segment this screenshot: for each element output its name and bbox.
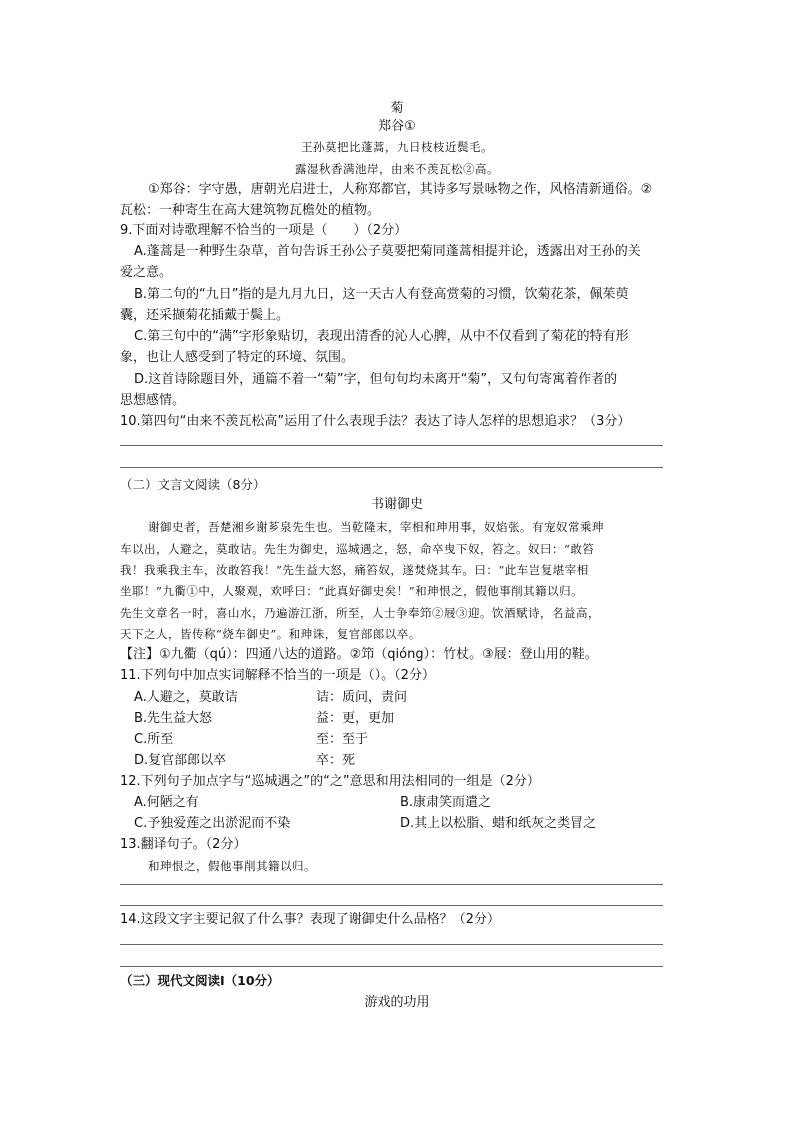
q11-option-c: C.所至: [134, 732, 174, 747]
q9-option-c-line-1: C.第三句中的“满”字形象贴切，表现出清香的沁人心脾，从中不仅看到了菊花的特有形: [134, 329, 629, 344]
question-14-stem: 14.这段文字主要记叙了什么事？表现了谢御史什么品格？（2分）: [120, 912, 500, 927]
answer-line: [120, 445, 663, 446]
section-2-header: （二）文言文阅读（8分）: [120, 477, 266, 492]
classical-text-line-2: 车以出，人避之，莫敢诘。先生为御史，巡城遇之，怒，命卒曳下奴，笞之。奴曰：“敢笞: [120, 542, 595, 556]
answer-line: [120, 467, 663, 468]
question-9-stem: 9.下面对诗歌理解不恰当的一项是（ ）（2分）: [120, 223, 408, 238]
modern-text-title: 游戏的功用: [364, 995, 430, 1010]
answer-line: [120, 905, 663, 906]
poem-line-2: 露湿秋香满池岸，由来不羡瓦松②高。: [295, 162, 499, 176]
q11-option-b: B.先生益大怒: [134, 711, 213, 726]
question-10-stem: 10.第四句“由来不羡瓦松高”运用了什么表现手法？表达了诗人怎样的思想追求？（3分）: [120, 414, 631, 429]
classical-text-line-1: 谢御史者，吾楚湘乡谢芗泉先生也。当乾隆末，宰相和珅用事，奴焰张。有宠奴常乘珅: [148, 520, 604, 534]
answer-line: [120, 966, 663, 967]
q9-option-a-line-1: A.蓬蒿是一种野生杂草，首句告诉王孙公子莫要把菊同蓬蒿相提并论，透露出对王孙的关: [134, 244, 641, 259]
q11-gloss-a: 诘：质问，责问: [316, 690, 408, 705]
question-12-stem: 12.下列句子加点字与“巡城遇之”的“之”意思和用法相同的一组是（2分）: [120, 774, 540, 789]
q9-option-b-line-2: 囊，还采撷菊花插戴于鬓上。: [120, 308, 290, 323]
answer-line: [120, 884, 663, 885]
q12-option-b: B.康肃笑而遣之: [400, 795, 492, 810]
classical-text-line-6: 天下之人，皆传称“烧车御史”。和珅诛，复官部郎以卒。: [120, 627, 421, 641]
q11-gloss-c: 至：至于: [316, 732, 369, 747]
section-3-header: （三）现代文阅读Ⅰ（10分）: [120, 973, 280, 988]
poem-line-1: 王孙莫把比蓬蒿，九日枝枝近鬓毛。: [301, 140, 493, 154]
q9-option-d-line-2: 思想感情。: [120, 393, 186, 408]
q12-option-a: A.何陋之有: [134, 795, 199, 810]
poem-title: 菊: [390, 101, 404, 116]
question-13-stem: 13.翻译句子。（2分）: [120, 837, 247, 852]
poem-note-line-1: ①郑谷：字守愚，唐朝光启进士，人称郑都官，其诗多写景咏物之作，风格清新通俗。②: [148, 182, 653, 197]
classical-text-line-3: 我！我乘我主车，汝敢笞我！”先生益大怒，痛笞奴，遂焚烧其车。曰：“此车岂复堪宰相: [120, 563, 589, 577]
classical-text-line-4: 坐耶！”九衢①中，人聚观，欢呼曰：“此真好御史矣！”和珅恨之，假他事削其籍以归。: [120, 584, 584, 598]
q11-gloss-b: 益：更，更加: [316, 711, 395, 726]
classical-text-notes: 【注】①九衢（qú）：四通八达的道路。②笻（qióng）：竹杖。③屐：登山用的鞋。: [120, 647, 598, 662]
q9-option-a-line-2: 爱之意。: [120, 265, 173, 280]
q11-option-a: A.人避之，莫敢诘: [134, 690, 238, 705]
q12-option-d: D.其上以松脂、蜡和纸灰之类冒之: [400, 816, 597, 831]
poem-note-line-2: 瓦松：一种寄生在高大建筑物瓦檐处的植物。: [120, 203, 381, 218]
question-11-stem: 11.下列句中加点实词解释不恰当的一项是（）。（2分）: [120, 668, 435, 683]
answer-line: [120, 944, 663, 945]
q9-option-d-line-1: D.这首诗除题目外，通篇不着一“菊”字，但句句均未离开“菊”，又句句寄寓着作者的: [134, 372, 618, 387]
poem-author: 郑谷①: [378, 119, 416, 134]
q9-option-b-line-1: B.第二句的“九日”指的是九月九日，这一天古人有登高赏菊的习惯，饮菊花茶，佩茱萸: [134, 287, 629, 302]
q13-sentence: 和珅恨之，假他事削其籍以归。: [148, 859, 316, 873]
q12-option-c: C.予独爱莲之出淤泥而不染: [134, 816, 291, 831]
q11-gloss-d: 卒：死: [316, 753, 356, 768]
q11-option-d: D.复官部郎以卒: [134, 753, 227, 768]
classical-text-title: 书谢御史: [370, 497, 423, 512]
q9-option-c-line-2: 象，也让人感受到了特定的环境、氛围。: [120, 350, 355, 365]
classical-text-line-5: 先生文章名一时，喜山水，乃遍游江浙，所至，人士争奉笻②屐③迎。饮酒赋诗，名益高，: [120, 606, 600, 620]
